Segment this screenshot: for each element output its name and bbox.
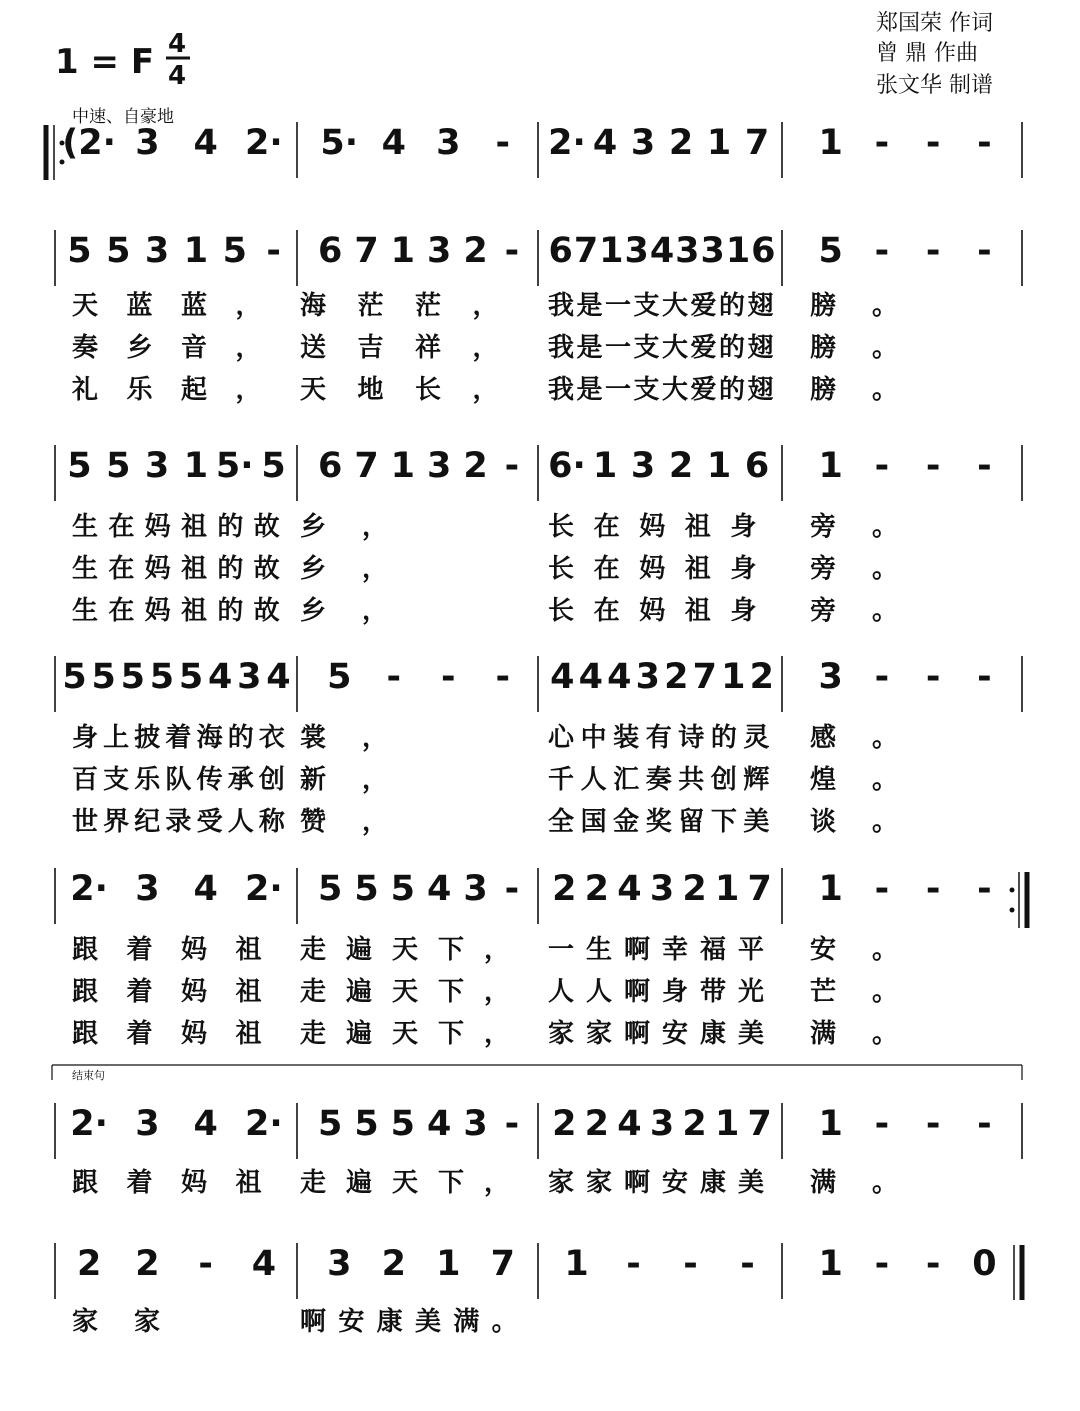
note: 4	[426, 869, 452, 909]
lyric-line: 海茫茫，	[300, 291, 531, 321]
lyric-line: 跟着妈祖	[72, 977, 291, 1007]
note: 1	[714, 869, 740, 909]
note: 4	[617, 869, 642, 909]
note: 2·	[70, 1104, 108, 1144]
lyric-line: 啊安康美满。	[300, 1307, 531, 1337]
note: 1	[721, 657, 746, 697]
note: 2	[682, 869, 707, 909]
note: 2	[552, 869, 577, 909]
key-signature: 1 = F	[55, 42, 155, 82]
sustain-dash: -	[925, 657, 941, 697]
lyric-line: 送吉祥，	[300, 333, 531, 363]
lyric-line: 走遍天下，	[300, 1019, 531, 1049]
lyric-line: 新，	[300, 765, 425, 795]
note: 5	[327, 657, 352, 697]
lyric-line: 乡，	[300, 554, 425, 584]
lyric-line: 旁。	[810, 554, 935, 584]
lyric-line: 走遍天下，	[300, 935, 531, 965]
sustain-dash: -	[874, 869, 890, 909]
repeat-end-dot-bottom	[1010, 908, 1015, 913]
lyric-line: 我是一支大爱的翅	[548, 333, 777, 363]
note: 3	[649, 1104, 675, 1144]
note: 2	[584, 869, 610, 909]
note: 2	[664, 657, 689, 697]
note: 3	[144, 446, 170, 486]
note: 5	[354, 869, 379, 909]
note: 1	[818, 1244, 843, 1284]
lyric-line: 心中装有诗的灵	[548, 723, 777, 753]
sustain-dash: -	[504, 1104, 520, 1144]
note: 4	[550, 657, 575, 697]
lyric-line: 长在妈祖身	[548, 512, 777, 542]
note: 5	[222, 231, 247, 271]
sustain-dash: -	[874, 446, 890, 486]
lyric-line: 膀。	[810, 291, 935, 321]
sustain-dash: -	[504, 446, 520, 486]
sustain-dash: -	[925, 123, 941, 163]
note: 2	[552, 1104, 577, 1144]
transcriber-credit: 张文华 制谱	[876, 73, 993, 98]
note: 2	[381, 1244, 406, 1284]
note: 5	[317, 869, 343, 909]
lyric-line: 生在妈祖的故	[72, 554, 291, 584]
sustain-dash: -	[626, 1244, 641, 1284]
note: 1	[818, 1104, 843, 1144]
note: 1	[390, 231, 416, 271]
note: 4	[578, 657, 603, 697]
lyric-line: 生在妈祖的故	[72, 596, 291, 626]
note: 1	[725, 231, 751, 271]
time-signature-top: 4	[168, 29, 187, 59]
note: 4	[193, 869, 218, 909]
lyric-line: 乡，	[300, 512, 425, 542]
note: 2	[135, 1244, 160, 1284]
note: 6	[548, 231, 573, 271]
sustain-dash: -	[977, 231, 992, 271]
tempo-marking: 中速、自豪地	[72, 107, 174, 127]
note: 5·	[215, 446, 254, 486]
score-rows	[55, 122, 1022, 1337]
note: 2·	[245, 123, 283, 163]
lyric-line: 我是一支大爱的翅	[548, 375, 777, 405]
note: 3	[635, 657, 660, 697]
note: 5	[62, 657, 87, 697]
note: 3	[144, 231, 170, 271]
note: 5	[390, 869, 416, 909]
note: 3	[463, 869, 488, 909]
lyric-line: 天地长，	[300, 375, 531, 405]
lyric-line: 一生啊幸福平	[548, 935, 777, 965]
note: 7	[354, 446, 379, 486]
lyric-line: 满。	[810, 1168, 935, 1198]
sustain-dash: -	[925, 1244, 941, 1284]
lyric-line: 裳，	[300, 723, 425, 753]
note: 7	[354, 231, 379, 271]
note: 5	[106, 231, 131, 271]
lyric-line: 家家啊安康美	[548, 1019, 777, 1049]
lyric-line: 千人汇奏共创辉	[548, 765, 777, 795]
lyric-line: 走遍天下，	[300, 977, 531, 1007]
note: 1	[183, 446, 209, 486]
lyricist-credit: 郑国荣 作词	[876, 11, 993, 36]
lyric-line: 安。	[810, 935, 935, 965]
note: 2	[463, 231, 488, 271]
note: 3	[649, 869, 675, 909]
lyric-line: 旁。	[810, 596, 935, 626]
sustain-dash: -	[874, 123, 890, 163]
note: 1	[818, 869, 843, 909]
note: 1	[714, 1104, 740, 1144]
note: 3	[700, 231, 725, 271]
note: 5	[818, 231, 843, 271]
sustain-dash: -	[977, 657, 992, 697]
sustain-dash: -	[874, 1104, 890, 1144]
sustain-dash: -	[198, 1244, 213, 1284]
note: 4	[193, 123, 218, 163]
note: 1	[592, 446, 618, 486]
note: 2	[668, 123, 694, 163]
note: 2	[76, 1244, 102, 1284]
lyric-line: 赞，	[300, 807, 425, 837]
note: 6	[744, 446, 770, 486]
note: 2	[749, 657, 774, 697]
note: 1	[183, 231, 209, 271]
note: 7	[573, 231, 599, 271]
note: 5	[149, 657, 175, 697]
note: 1	[706, 446, 732, 486]
note: 2	[682, 1104, 707, 1144]
lyric-line: 人人啊身带光	[548, 977, 777, 1007]
lyric-line: 生在妈祖的故	[72, 512, 291, 542]
sustain-dash: -	[874, 1244, 890, 1284]
note: 6	[317, 446, 343, 486]
sustain-dash: -	[977, 869, 992, 909]
sustain-dash: -	[683, 1244, 698, 1284]
lyric-line: 满。	[810, 1019, 935, 1049]
note: 2·	[245, 869, 283, 909]
note: 1	[818, 446, 843, 486]
sustain-dash: -	[925, 869, 941, 909]
lyric-line: 跟着妈祖	[72, 1019, 291, 1049]
note: 3	[436, 123, 461, 163]
lyric-line: 走遍天下，	[300, 1168, 531, 1198]
lyric-line: 全国金奖留下美	[548, 807, 777, 837]
note: 1	[564, 1244, 589, 1284]
note: 7	[744, 123, 770, 163]
note: 3	[426, 231, 452, 271]
note: 4	[592, 123, 618, 163]
sustain-dash: -	[874, 657, 890, 697]
lyric-line: 天蓝蓝，	[72, 291, 291, 321]
note: 5	[67, 446, 92, 486]
note: 6	[317, 231, 343, 271]
note: 4	[649, 231, 675, 271]
lyric-line: 芒。	[810, 977, 935, 1007]
note: 5	[67, 231, 92, 271]
sustain-dash: -	[977, 123, 992, 163]
note: 4	[266, 657, 291, 697]
note: 1	[706, 123, 732, 163]
sustain-dash: -	[495, 123, 511, 163]
note: 4	[617, 1104, 642, 1144]
note: 6·	[548, 446, 586, 486]
note: 4	[193, 1104, 218, 1144]
note: 0	[972, 1244, 997, 1284]
note: 1	[436, 1244, 461, 1284]
ending-label: 结束句	[72, 1069, 105, 1082]
note: 5·	[320, 123, 359, 163]
note: 4	[381, 123, 406, 163]
lyric-line: 膀。	[810, 333, 935, 363]
note: 2	[668, 446, 694, 486]
note: 3	[237, 657, 262, 697]
note: 2·	[70, 869, 108, 909]
sustain-dash: -	[874, 231, 890, 271]
lyric-line: 煌。	[810, 765, 935, 795]
note: 6	[751, 231, 776, 271]
note: 4	[208, 657, 233, 697]
composer-credit: 曾 鼎 作曲	[876, 41, 978, 66]
note: 3	[135, 869, 160, 909]
sustain-dash: -	[977, 1104, 992, 1144]
sustain-dash: -	[977, 446, 992, 486]
lyric-line: 长在妈祖身	[548, 596, 777, 626]
note: 3	[426, 446, 452, 486]
note: 3	[135, 1104, 160, 1144]
lyric-line: 谈。	[810, 807, 935, 837]
time-signature-bottom: 4	[168, 61, 187, 91]
note: 3	[463, 1104, 488, 1144]
note: 3	[818, 657, 843, 697]
sustain-dash: -	[925, 231, 941, 271]
note: 7	[490, 1244, 515, 1284]
sustain-dash: -	[495, 657, 511, 697]
lyric-line: 礼乐起，	[72, 375, 291, 405]
sustain-dash: -	[504, 231, 520, 271]
note: 4	[426, 1104, 452, 1144]
note: 5	[354, 1104, 379, 1144]
lyric-line: 长在妈祖身	[548, 554, 777, 584]
sustain-dash: -	[504, 869, 520, 909]
sustain-dash: -	[740, 1244, 755, 1284]
note: 4	[251, 1244, 277, 1284]
note: 7	[747, 869, 772, 909]
note: 5	[390, 1104, 416, 1144]
note: (2·	[62, 123, 116, 163]
note: 5	[261, 446, 286, 486]
lyric-line: 我是一支大爱的翅	[548, 291, 777, 321]
note: 4	[607, 657, 632, 697]
lyric-line: 跟着妈祖	[72, 1168, 291, 1198]
note: 1	[599, 231, 624, 271]
note: 3	[624, 231, 649, 271]
note: 7	[692, 657, 717, 697]
note: 3	[327, 1244, 352, 1284]
lyric-line: 感。	[810, 723, 935, 753]
lyric-line: 奏乡音，	[72, 333, 291, 363]
lyric-line: 百支乐队传承创	[72, 765, 291, 795]
note: 5	[106, 446, 131, 486]
note: 3	[135, 123, 160, 163]
note: 3	[630, 123, 656, 163]
lyric-line: 家家啊安康美	[548, 1168, 777, 1198]
note: 1	[818, 123, 843, 163]
sustain-dash: -	[925, 446, 941, 486]
sustain-dash: -	[925, 1104, 941, 1144]
lyric-line: 乡，	[300, 596, 425, 626]
note: 3	[675, 231, 700, 271]
note: 2	[584, 1104, 610, 1144]
note: 5	[317, 1104, 343, 1144]
lyric-line: 旁。	[810, 512, 935, 542]
note: 7	[747, 1104, 772, 1144]
note: 5	[178, 657, 204, 697]
lyric-line: 跟着妈祖	[72, 935, 291, 965]
lyric-line: 身上披着海的衣	[72, 723, 291, 753]
lyric-line: 家家	[72, 1307, 197, 1337]
sustain-dash: -	[266, 231, 281, 271]
lyric-line: 膀。	[810, 375, 935, 405]
sustain-dash: -	[386, 657, 402, 697]
note: 3	[630, 446, 656, 486]
repeat-end-dot-top	[1010, 888, 1015, 893]
note: 1	[390, 446, 416, 486]
note: 2·	[548, 123, 586, 163]
note: 5	[120, 657, 145, 697]
note: 2	[463, 446, 488, 486]
lyric-line: 世界纪录受人称	[72, 807, 291, 837]
note: 5	[91, 657, 116, 697]
note: 2·	[245, 1104, 283, 1144]
sustain-dash: -	[440, 657, 456, 697]
